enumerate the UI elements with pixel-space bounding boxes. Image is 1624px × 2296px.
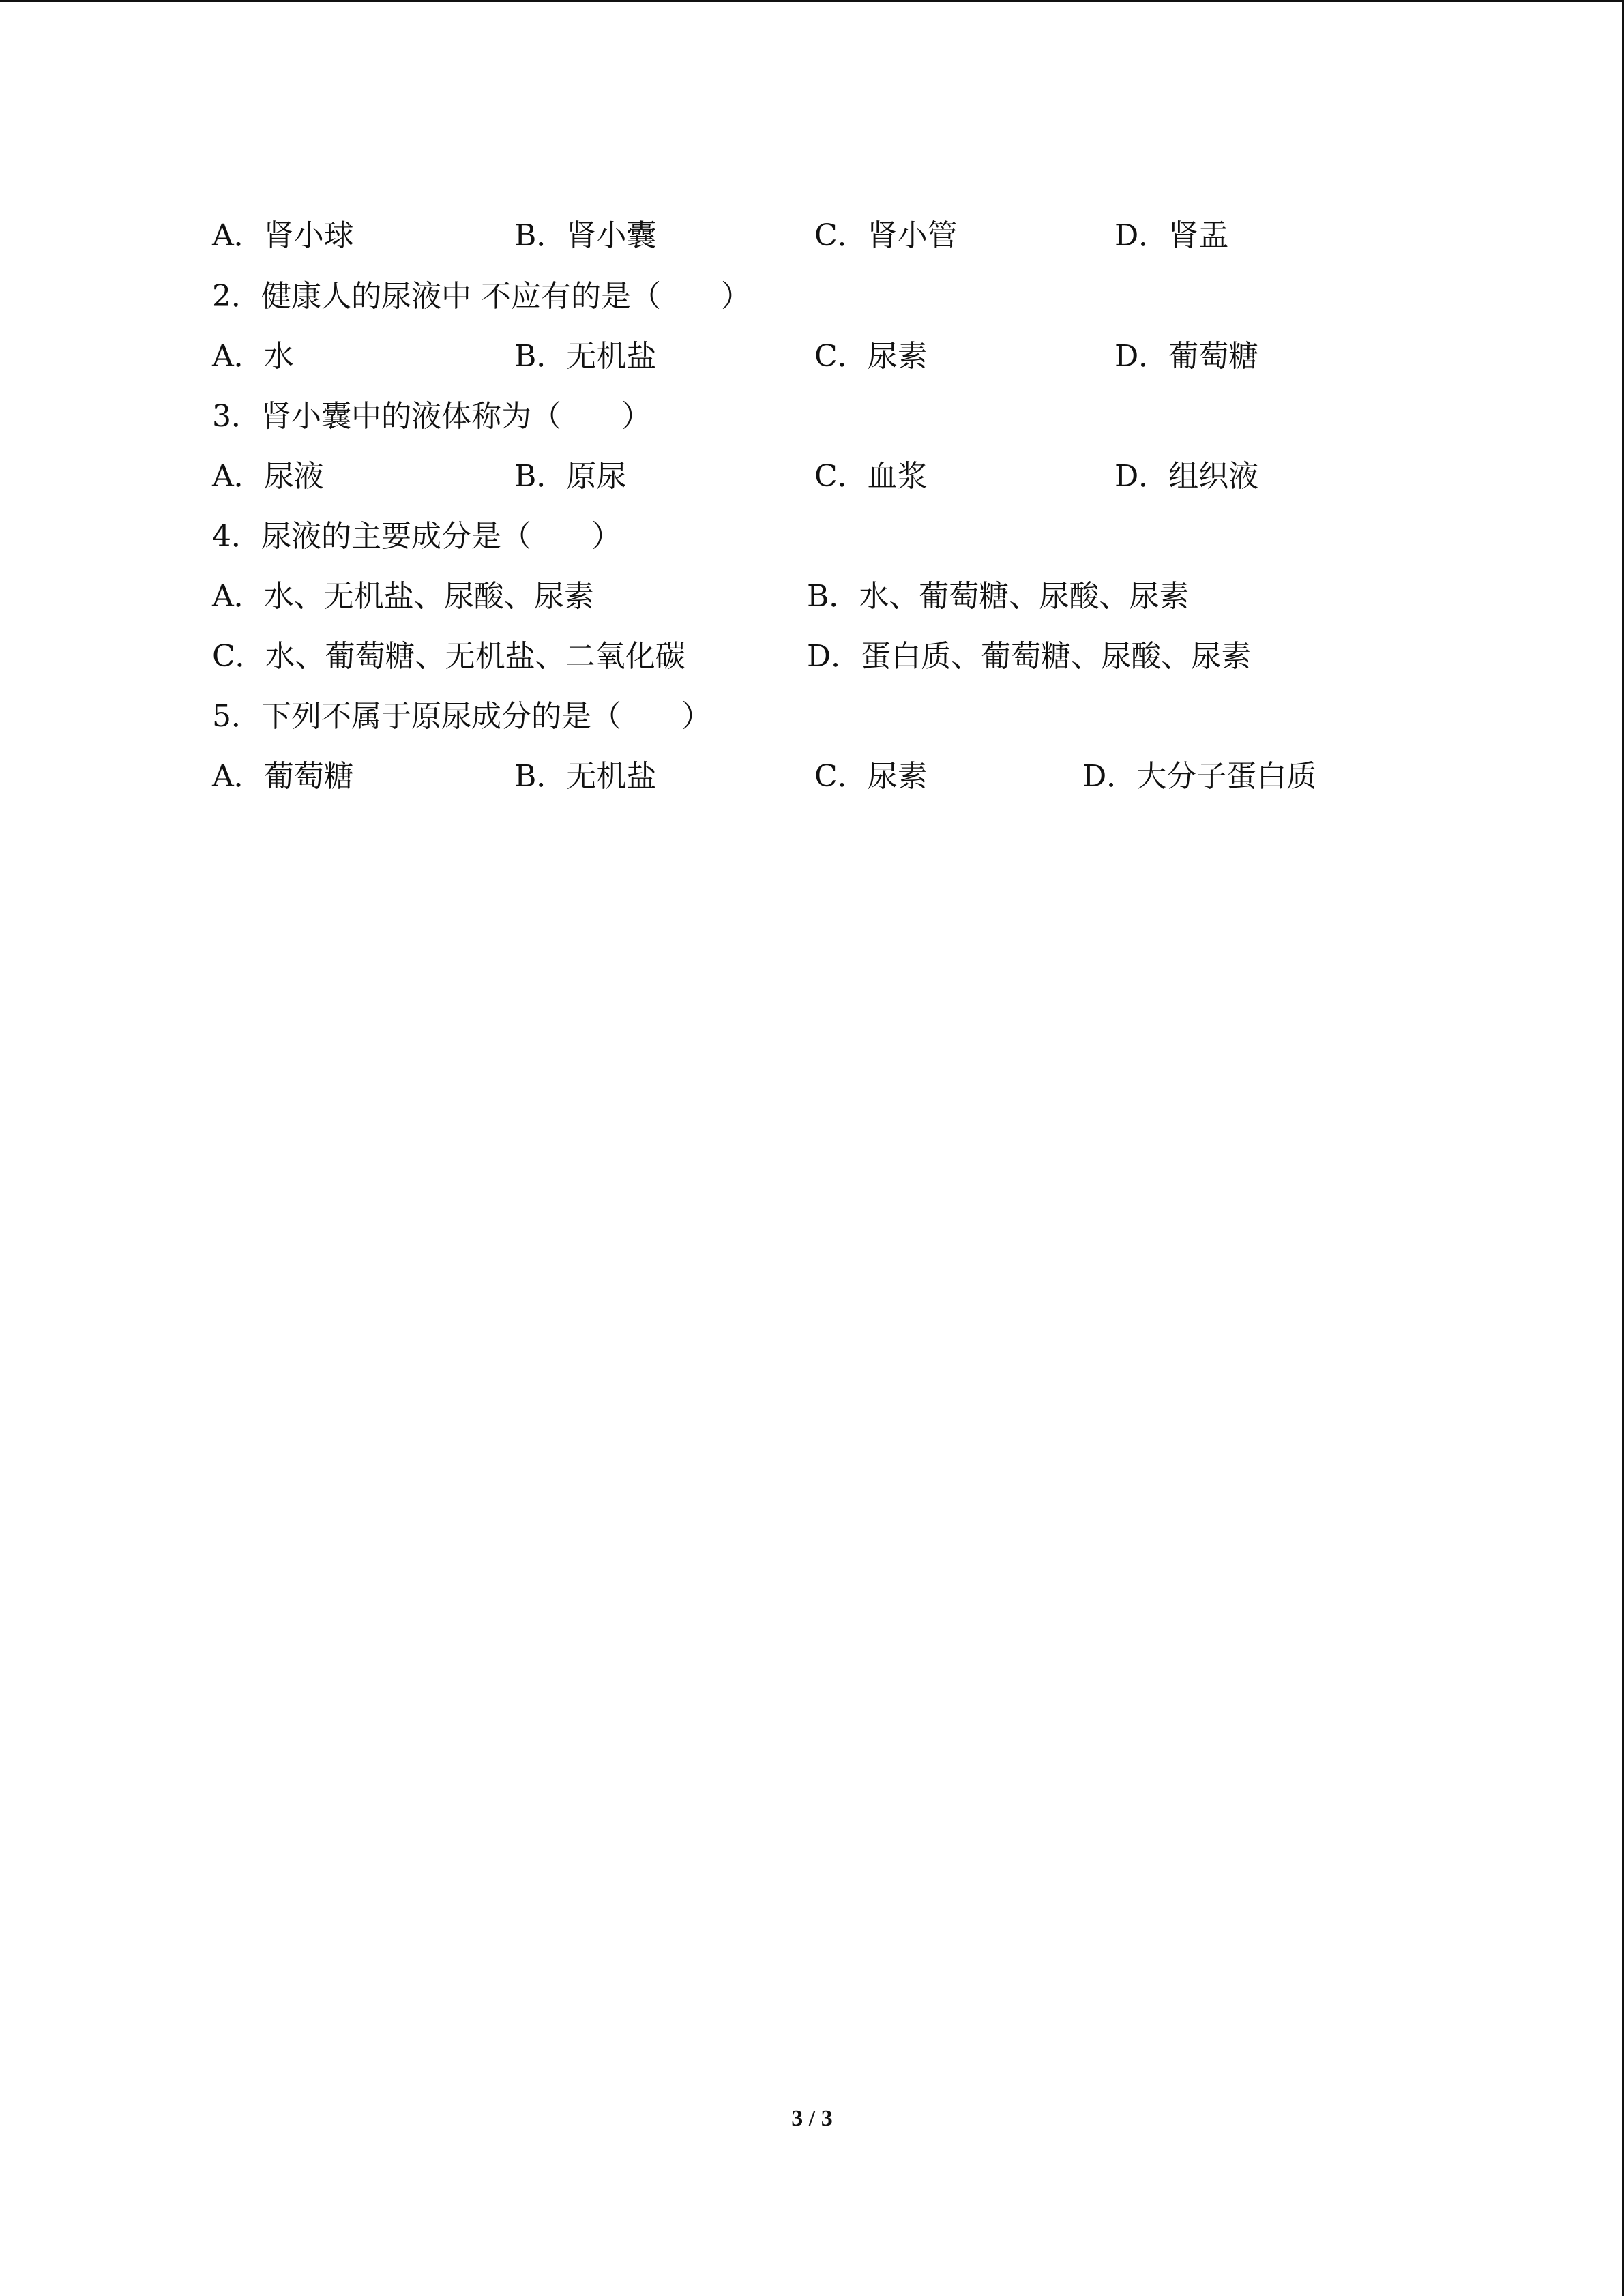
q3-option-c: C．血浆 [814, 459, 928, 494]
q4-stem: 4．尿液的主要成分是（ ） [212, 519, 621, 554]
q2-option-c: C．尿素 [814, 339, 928, 374]
q3-stem: 3．肾小囊中的液体称为（ ） [212, 399, 651, 434]
page-number: 3 / 3 [791, 2106, 833, 2131]
q4-stem-row [0, 507, 1569, 567]
q1-option-b: B．肾小囊 [514, 218, 657, 253]
q2-option-a: A．水 [212, 339, 294, 374]
q4-options-row-1 [0, 567, 1569, 627]
q3-stem-row [0, 387, 1569, 447]
q3-option-b: B．原尿 [514, 459, 627, 494]
q5-option-c: C．尿素 [814, 759, 928, 794]
q4-option-c: C．水、葡萄糖、无机盐、二氧化碳 [212, 639, 685, 674]
q5-option-a: A．葡萄糖 [212, 759, 354, 794]
q1-option-c: C．肾小管 [814, 218, 958, 253]
q2-option-d: D．葡萄糖 [1114, 339, 1259, 374]
q5-option-d: D．大分子蛋白质 [1082, 759, 1317, 794]
q2-option-b: B．无机盐 [514, 339, 657, 374]
q2-options-row [0, 327, 1569, 387]
q5-stem-row [0, 687, 1569, 747]
q4-option-d: D．蛋白质、葡萄糖、尿酸、尿素 [807, 639, 1252, 674]
q1-options-row [0, 206, 1569, 266]
q4-option-b: B．水、葡萄糖、尿酸、尿素 [807, 579, 1190, 614]
q1-option-a: A．肾小球 [212, 218, 354, 253]
q3-option-a: A．尿液 [212, 459, 324, 494]
q3-options-row [0, 447, 1569, 507]
q3-option-d: D．组织液 [1114, 459, 1259, 494]
q1-option-d: D．肾盂 [1114, 218, 1229, 253]
q5-stem: 5．下列不属于原尿成分的是（ ） [212, 699, 711, 734]
q2-stem-row [0, 267, 1569, 327]
q4-options-row-2 [0, 627, 1569, 687]
q5-options-row [0, 747, 1569, 807]
q2-stem: 2．健康人的尿液中 不应有的是（ ） [212, 279, 751, 314]
q4-option-a: A．水、无机盐、尿酸、尿素 [212, 579, 594, 614]
q5-option-b: B．无机盐 [514, 759, 657, 794]
